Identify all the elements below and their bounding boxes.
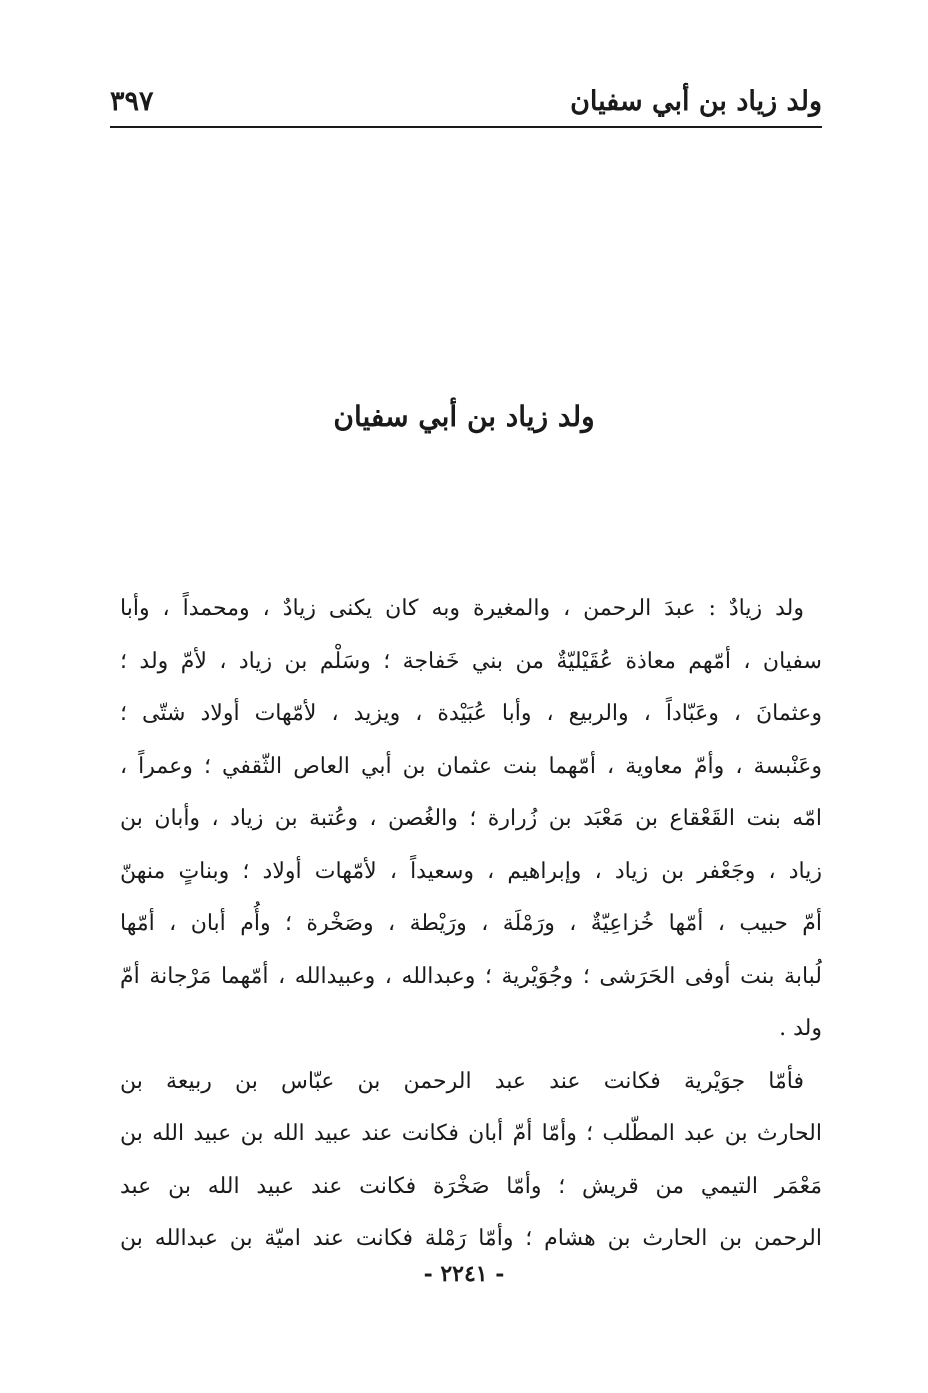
- text-line: ولد زيادٌ : عبدَ الرحمن ، والمغيرة وبه كان يكنى زيادٌ ، ومحمداً ، وأبا: [120, 596, 804, 621]
- text-line: ولد .: [779, 1016, 822, 1041]
- text-line: وعثمانَ ، وعَبّاداً ، والربيع ، وأبا عُبَيْدة ، ويزيد ، لأمّهات أولاد شتّى ؛: [120, 701, 822, 726]
- text-line: فأمّا جوَيْرية فكانت عند عبد الرحمن بن عبّاس بن ربيعة بن: [120, 1068, 804, 1094]
- running-title: ولد زياد بن أبي سفيان: [570, 86, 822, 117]
- body-text: [120, 583, 822, 1266]
- paragraph-1: [120, 583, 822, 1056]
- text-line: مَعْمَر التيمي من قريش ؛ وأمّا صَخْرَة فكانت عند عبيد الله بن عبد: [120, 1173, 822, 1199]
- paragraph-2: [120, 1056, 822, 1266]
- text-line: الحارث بن عبد المطّلب ؛ وأمّا أمّ أبان فكانت عند عبيد الله بن عبيد الله بن: [120, 1121, 822, 1146]
- text-line: أمّ حبيب ، أمّها خُزاعِيّةٌ ، ورَمْلَة ، ورَيْطة ، وصَخْرة ؛ وأُم أبان ، أمّها: [120, 911, 822, 936]
- text-line: امّه بنت القَعْقاع بن مَعْبَد بن زُرارة ؛ والغُصن ، وعُتبة بن زياد ، وأبان بن: [120, 806, 822, 831]
- text-line: لُبابة بنت أوفى الحَرَشى ؛ وجُوَيْرية ؛ وعبدالله ، وعبيدالله ، أمّهما مَرْجانة أمّ: [120, 963, 822, 989]
- text-line: وعَنْبسة ، وأمّ معاوية ، أمّهما بنت عثمان بن أبي العاص الثّقفي ؛ وعمراً ،: [120, 753, 822, 779]
- text-line: الرحمن بن الحارث بن هشام ؛ وأمّا رَمْلة فكانت عند اميّة بن عبدالله بن: [120, 1226, 822, 1251]
- running-header: [110, 82, 822, 128]
- footer-page-number: - ٢٢٤١ -: [423, 1261, 505, 1287]
- text-line: زياد ، وجَعْفر بن زياد ، وإبراهيم ، وسعيداً ، لأمّهات أولاد ؛ وبناتٍ منهنّ: [120, 858, 822, 884]
- section-title: ولد زياد بن أبي سفيان: [333, 400, 595, 433]
- page-number: ٣٩٧: [110, 86, 154, 117]
- text-line: سفيان ، أمّهم معاذة عُقَيْليّةٌ من بني خَفاجة ؛ وسَلْم بن زياد ، لأمّ ولد ؛: [120, 648, 822, 674]
